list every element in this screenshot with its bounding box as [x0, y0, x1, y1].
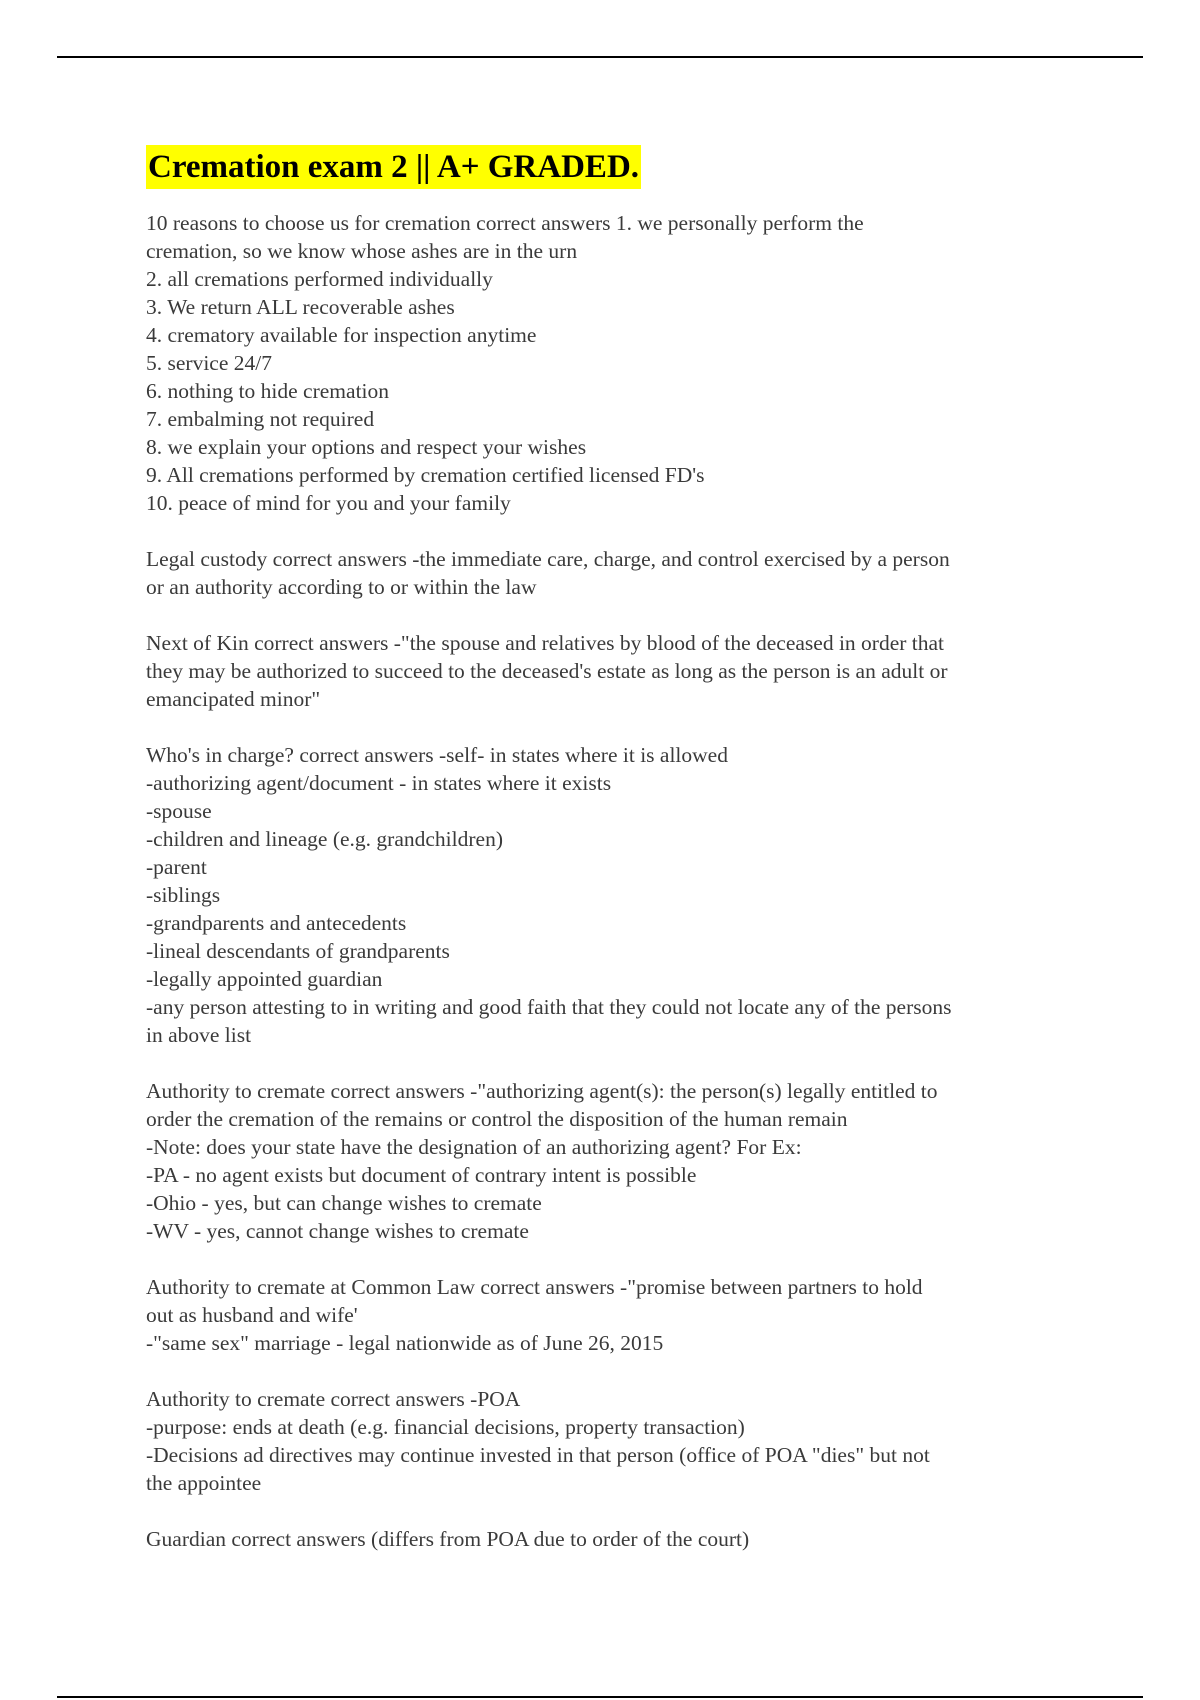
- qa-list: [146, 209, 1076, 1553]
- qa-answer-line: in above list: [146, 1023, 252, 1047]
- qa-answer-line: -parent: [146, 855, 207, 879]
- qa-question-line: Who's in charge? correct answers -self- in states where it is allowed: [146, 743, 728, 767]
- qa-answer-line: -lineal descendants of grandparents: [146, 939, 450, 963]
- qa-answer-line: -grandparents and antecedents: [146, 911, 407, 935]
- qa-answer-line: -purpose: ends at death (e.g. financial decisions, property transaction): [146, 1415, 745, 1439]
- qa-question-line: Guardian correct answers (differs from POA due to order of the court): [146, 1527, 750, 1551]
- qa-answer-line: -"same sex" marriage - legal nationwide as of June 26, 2015: [146, 1331, 664, 1355]
- qa-answer-line: or an authority according to or within the law: [146, 575, 537, 599]
- qa-answer-line: out as husband and wife': [146, 1303, 358, 1327]
- qa-answer-line: 2. all cremations performed individually: [146, 267, 493, 291]
- qa-answer-line: 5. service 24/7: [146, 351, 272, 375]
- qa-answer-line: -legally appointed guardian: [146, 967, 383, 991]
- qa-entry: [146, 1385, 1076, 1497]
- qa-answer-line: -Note: does your state have the designation of an authorizing agent? For Ex:: [146, 1135, 802, 1159]
- qa-question-line: 10 reasons to choose us for cremation correct answers 1. we personally perform the: [146, 211, 864, 235]
- document-body: [146, 145, 1076, 1581]
- qa-answer-line: 4. crematory available for inspection anytime: [146, 323, 537, 347]
- qa-answer-line: 3. We return ALL recoverable ashes: [146, 295, 455, 319]
- qa-answer-line: 8. we explain your options and respect your wishes: [146, 435, 587, 459]
- qa-question-line: Legal custody correct answers -the immediate care, charge, and control exercised by a person: [146, 547, 950, 571]
- qa-answer-line: emancipated minor": [146, 687, 321, 711]
- qa-answer-line: -children and lineage (e.g. grandchildren): [146, 827, 503, 851]
- qa-entry: [146, 209, 1076, 517]
- qa-answer-line: -WV - yes, cannot change wishes to cremate: [146, 1219, 529, 1243]
- qa-answer-line: 10. peace of mind for you and your family: [146, 491, 511, 515]
- qa-answer-line: -authorizing agent/document - in states where it exists: [146, 771, 612, 795]
- qa-answer-line: order the cremation of the remains or control the disposition of the human remain: [146, 1107, 848, 1131]
- document-title: Cremation exam 2 || A+ GRADED.: [146, 145, 641, 189]
- qa-entry: [146, 629, 1076, 713]
- qa-answer-line: cremation, so we know whose ashes are in the urn: [146, 239, 578, 263]
- qa-question-line: Authority to cremate at Common Law correct answers -"promise between partners to hold: [146, 1275, 923, 1299]
- qa-question-line: Authority to cremate correct answers -"authorizing agent(s): the person(s) legally entitled to: [146, 1079, 938, 1103]
- qa-answer-line: 6. nothing to hide cremation: [146, 379, 390, 403]
- qa-answer-line: -any person attesting to in writing and good faith that they could not locate any of the persons: [146, 995, 952, 1019]
- qa-answer-line: -siblings: [146, 883, 221, 907]
- qa-entry: [146, 545, 1076, 601]
- qa-question-line: Next of Kin correct answers -"the spouse and relatives by blood of the deceased in order that: [146, 631, 945, 655]
- qa-question-line: Authority to cremate correct answers -POA: [146, 1387, 521, 1411]
- qa-answer-line: 9. All cremations performed by cremation certified licensed FD's: [146, 463, 705, 487]
- top-rule: [57, 56, 1143, 58]
- qa-entry: [146, 1273, 1076, 1357]
- qa-answer-line: -PA - no agent exists but document of contrary intent is possible: [146, 1163, 697, 1187]
- qa-answer-line: 7. embalming not required: [146, 407, 375, 431]
- qa-answer-line: -Decisions ad directives may continue invested in that person (office of POA "dies" but not: [146, 1443, 930, 1467]
- qa-answer-line: -Ohio - yes, but can change wishes to cremate: [146, 1191, 542, 1215]
- qa-entry: [146, 1525, 1076, 1553]
- bottom-rule: [57, 1696, 1143, 1698]
- qa-entry: [146, 1077, 1076, 1245]
- qa-answer-line: -spouse: [146, 799, 212, 823]
- qa-entry: [146, 741, 1076, 1049]
- qa-answer-line: the appointee: [146, 1471, 262, 1495]
- qa-answer-line: they may be authorized to succeed to the deceased's estate as long as the person is an adult or: [146, 659, 948, 683]
